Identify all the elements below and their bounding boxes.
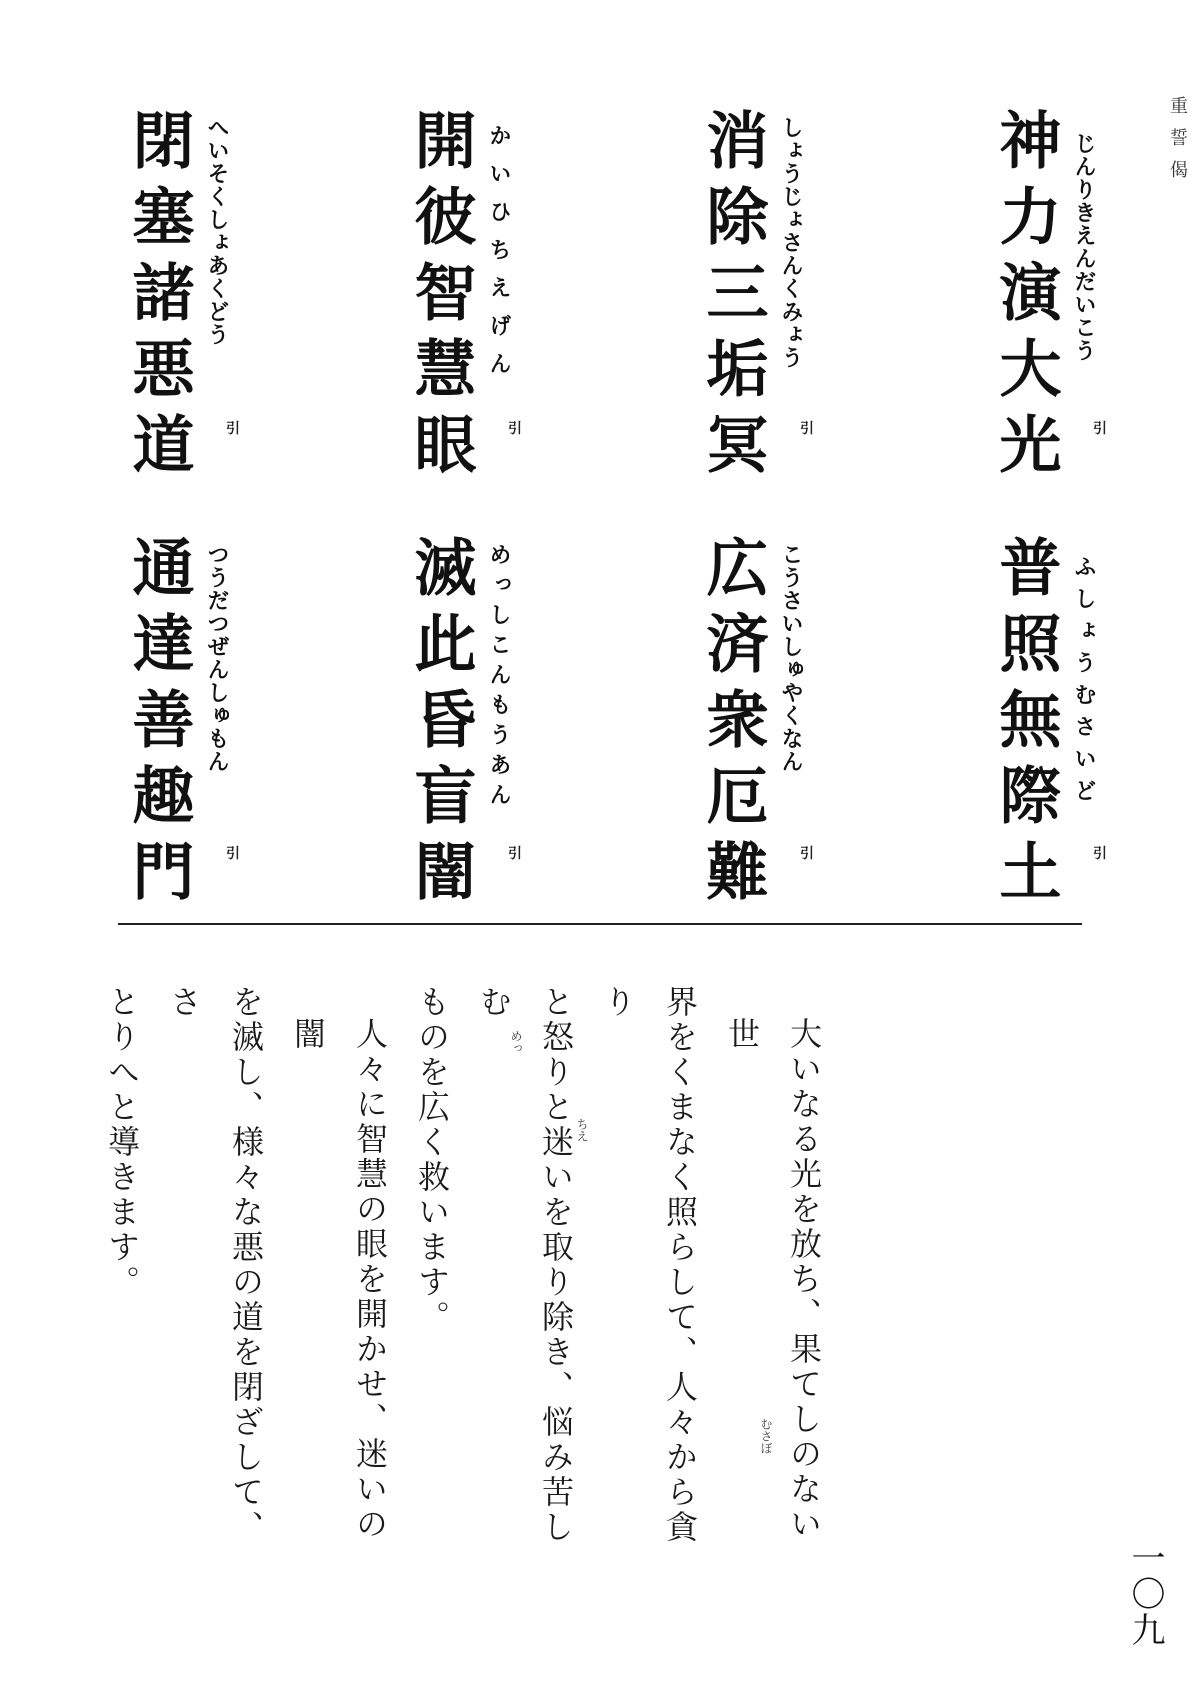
verse-1 — [985, 108, 1115, 498]
verse-kanji: 閉塞諸悪道 — [122, 108, 195, 488]
translation-line: 大いなる光を放ち、果てしのない世 — [723, 1017, 823, 1542]
verse-5 — [985, 535, 1115, 925]
verse-kanji: 普照無際土 — [989, 535, 1062, 915]
verse-kanji: 広済衆厄難 — [696, 535, 769, 915]
hiku-mark: 引 — [800, 846, 814, 862]
verse-reading: つうだつぜんしゅもん — [204, 543, 230, 773]
verse-kanji: 神力演大光 — [989, 108, 1062, 488]
hiku-mark: 引 — [226, 421, 240, 437]
verse-2 — [692, 108, 822, 498]
translation-line: とりへと導きます。 — [103, 985, 141, 1300]
hiku-mark: 引 — [226, 846, 240, 862]
verse-kanji: 開彼智慧眼 — [404, 108, 477, 488]
hiku-mark: 引 — [508, 846, 522, 862]
verse-8 — [118, 535, 248, 925]
running-head: 重誓偈 — [1167, 96, 1188, 192]
verse-7 — [400, 535, 530, 925]
translation-line: 人々に智慧の眼を開かせ、迷いの闇 — [289, 1017, 389, 1542]
verse-3 — [400, 108, 530, 498]
hiku-mark: 引 — [1093, 421, 1107, 437]
ruby-gloss-metsu: めっ — [509, 1030, 523, 1054]
ruby-gloss-musabori: むさぼ — [759, 1418, 773, 1454]
verse-kanji: 滅此昏盲闇 — [404, 535, 477, 915]
verse-reading: こうさいしゅやくなん — [778, 543, 804, 773]
translation-line: と怒りと迷いを取り除き、悩み苦しむ — [475, 985, 575, 1545]
modern-translation — [103, 985, 835, 1545]
translation-line: ものを広く救います。 — [413, 985, 451, 1335]
verse-reading: ふしょうむさいど — [1071, 555, 1097, 811]
verse-6 — [692, 535, 822, 925]
ruby-gloss-chie: ちえ — [575, 1118, 589, 1142]
verse-reading: じんりきえんだいこう — [1071, 132, 1097, 362]
page-number: 一〇九 — [1125, 1540, 1165, 1648]
divider-rule — [118, 923, 1082, 925]
verse-reading: しょうじょさんくみょう — [778, 116, 804, 369]
verse-4 — [118, 108, 248, 498]
verse-reading: かいひちえげん — [486, 124, 512, 390]
hiku-mark: 引 — [508, 421, 522, 437]
verse-kanji: 通達善趣門 — [122, 535, 195, 915]
verse-reading: めっしこんもうあん — [486, 543, 512, 813]
translation-line: 界をくまなく照らして、人々から貪り — [599, 985, 699, 1545]
verse-reading: へいそくしょあくどう — [204, 116, 230, 346]
translation-line: を滅し、様々な悪の道を閉ざして、さ — [165, 985, 265, 1545]
verse-kanji: 消除三垢冥 — [696, 108, 769, 488]
hiku-mark: 引 — [800, 421, 814, 437]
hiku-mark: 引 — [1093, 846, 1107, 862]
